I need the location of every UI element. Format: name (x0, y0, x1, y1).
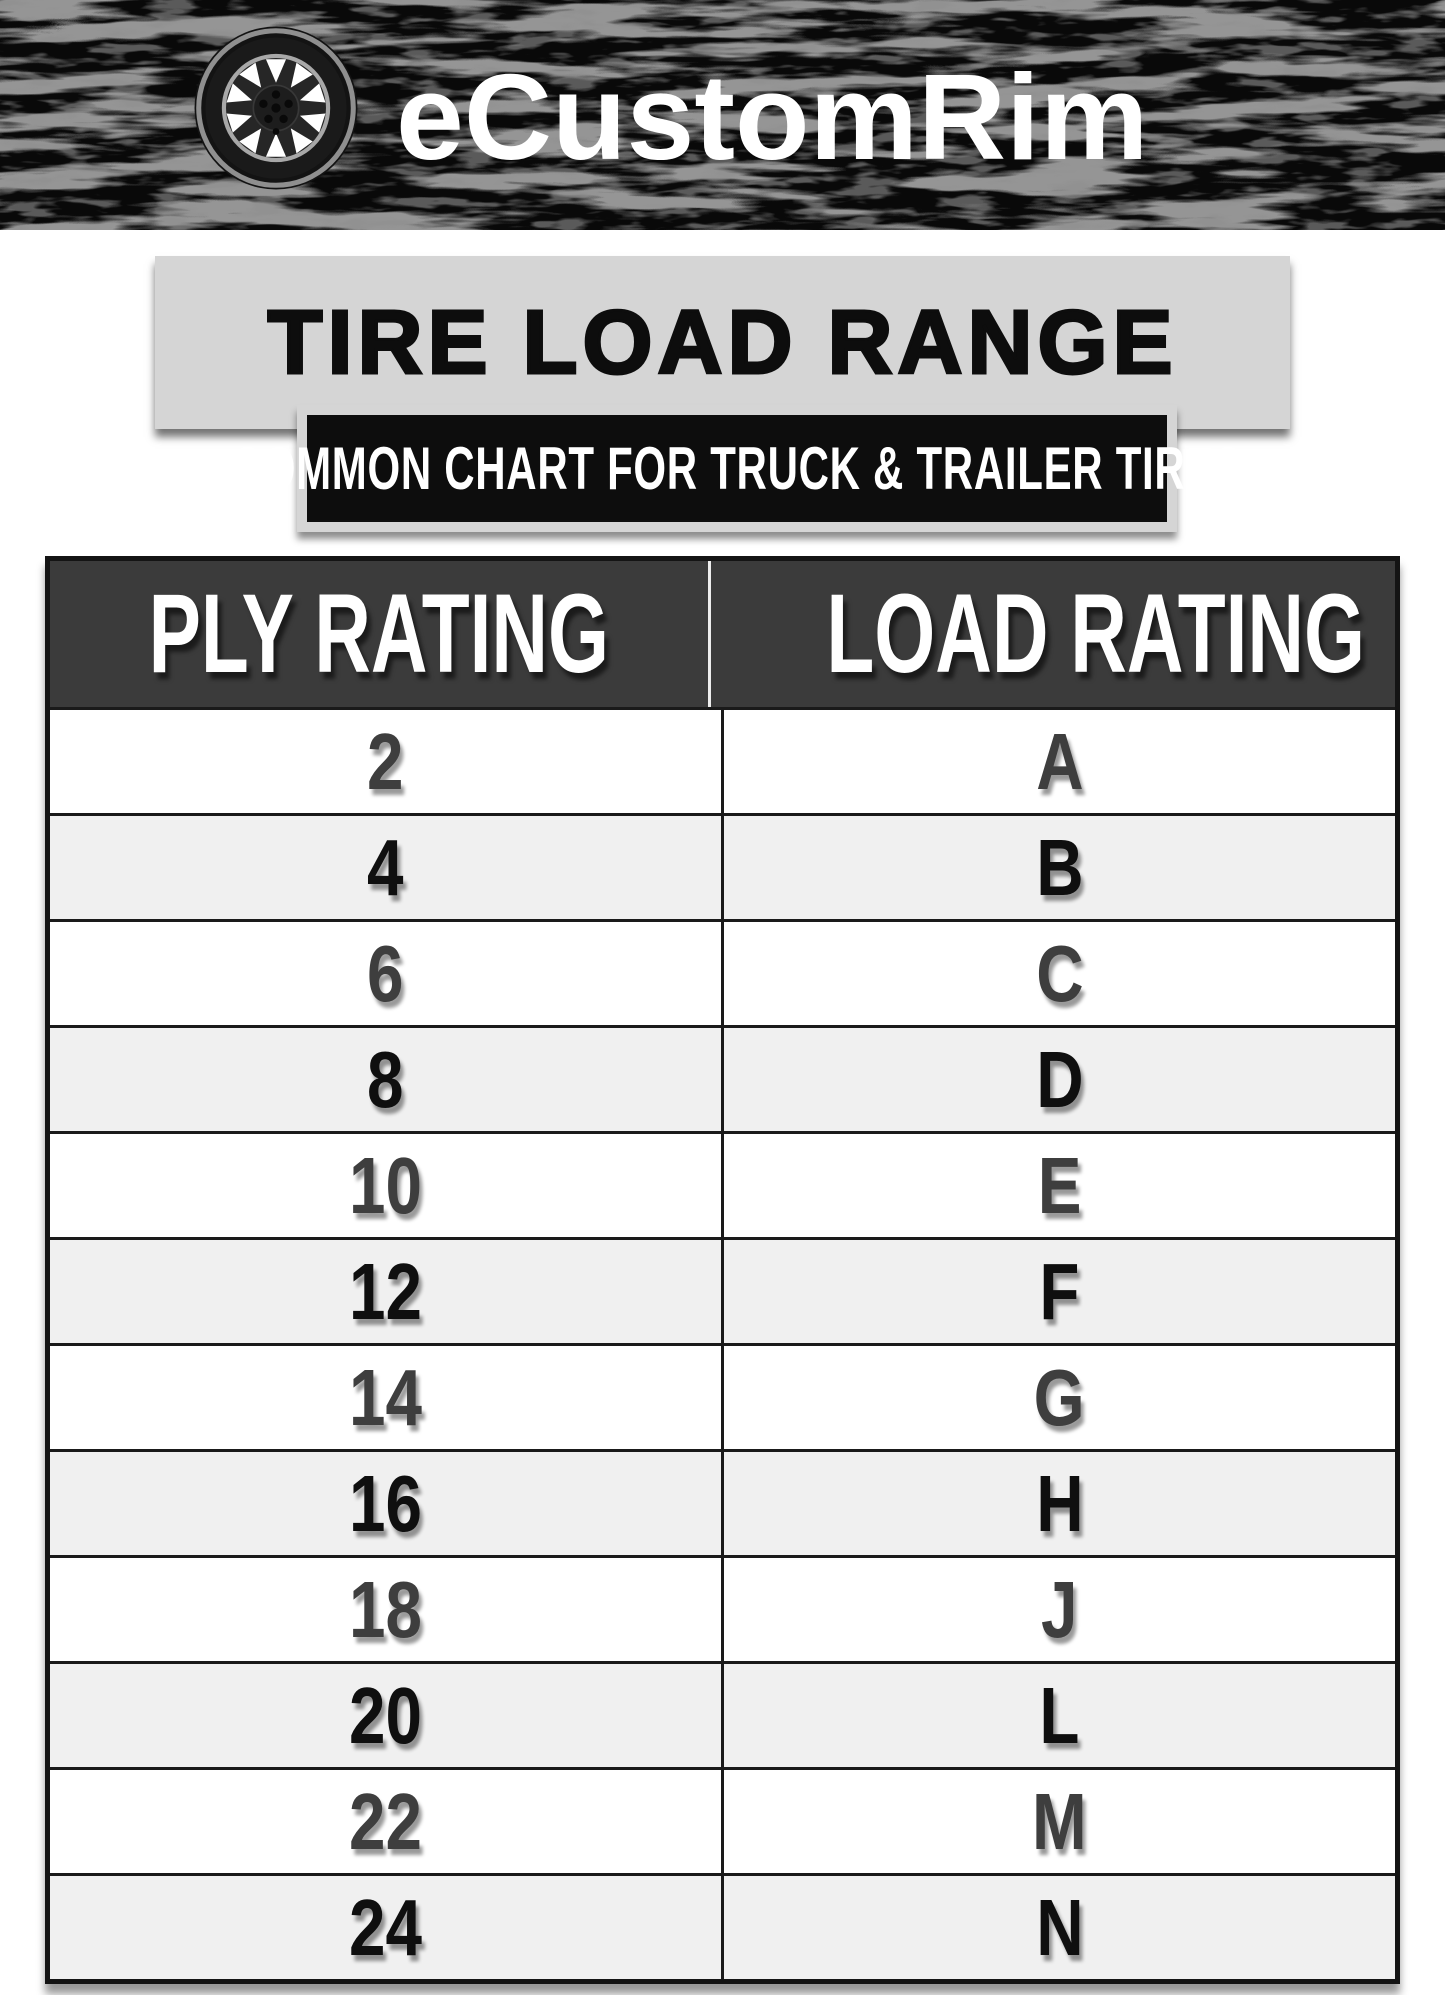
ply-cell: 24 (50, 1876, 724, 1979)
load-cell: F (1039, 1246, 1080, 1336)
page-title: TIRE LOAD RANGE (267, 292, 1178, 393)
ply-cell: 18 (50, 1558, 724, 1661)
load-cell: G (1033, 1352, 1086, 1442)
load-cell: N (1035, 1882, 1084, 1972)
table-header-row (50, 561, 1395, 707)
load-cell: H (1035, 1458, 1084, 1548)
table-row (50, 1343, 1395, 1449)
table-row (50, 707, 1395, 813)
load-cell: C (1035, 928, 1084, 1018)
ply-cell: 20 (50, 1664, 724, 1767)
header-bar (0, 0, 1445, 230)
table-row (50, 1661, 1395, 1767)
ply-cell: 2 (50, 710, 724, 813)
ply-cell: 10 (50, 1134, 724, 1237)
load-cell: A (1035, 716, 1084, 806)
table-row (50, 1449, 1395, 1555)
ply-cell: 8 (50, 1028, 724, 1131)
table-row (50, 1237, 1395, 1343)
col-header-load: LOAD RATING (826, 571, 1365, 696)
table-row (50, 813, 1395, 919)
table-row (50, 1873, 1395, 1979)
table-row (50, 1131, 1395, 1237)
load-range-table (45, 556, 1400, 1984)
load-cell: M (1032, 1776, 1087, 1866)
subtitle-text: COMMON CHART FOR TRUCK & TRAILER TIRES (231, 434, 1243, 502)
load-cell: D (1035, 1034, 1084, 1124)
ply-cell: 14 (50, 1346, 724, 1449)
ply-cell: 4 (50, 816, 724, 919)
load-cell: E (1037, 1140, 1082, 1230)
tire-wheel-icon (192, 24, 360, 192)
brand-name: eCustomRim (396, 49, 1149, 185)
title-box (155, 256, 1290, 429)
load-cell: B (1035, 822, 1084, 912)
ply-cell: 12 (50, 1240, 724, 1343)
table-row (50, 919, 1395, 1025)
col-header-ply: PLY RATING (50, 561, 711, 707)
ply-cell: 22 (50, 1770, 724, 1873)
subtitle-banner (231, 405, 1243, 532)
table-row (50, 1555, 1395, 1661)
ply-cell: 6 (50, 922, 724, 1025)
table-row (50, 1025, 1395, 1131)
subtitle-banner-inner (231, 415, 1243, 522)
load-cell: L (1039, 1670, 1080, 1760)
ply-cell: 16 (50, 1452, 724, 1555)
table-row (50, 1767, 1395, 1873)
load-cell: J (1041, 1564, 1078, 1654)
